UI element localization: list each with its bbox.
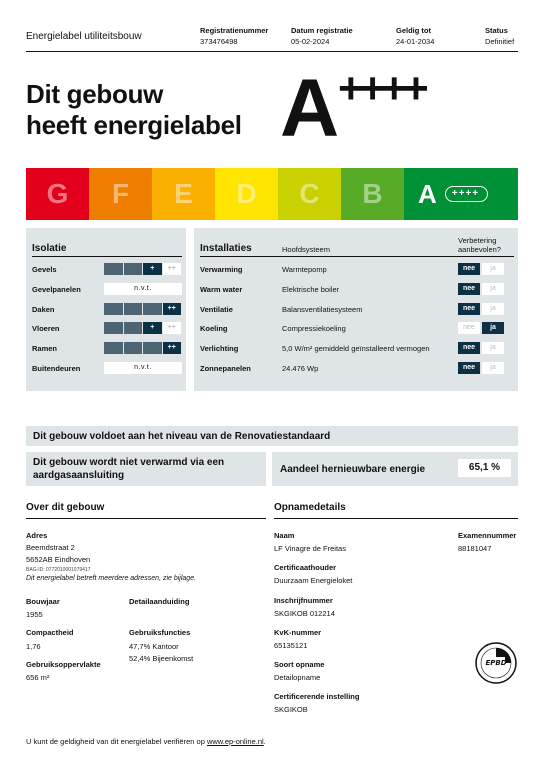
hero-heading: Dit gebouw heeft energielabel <box>26 79 242 140</box>
advice-toggle: nee ja <box>458 283 506 295</box>
svg-text:EPBD: EPBD <box>485 659 507 667</box>
rating-bar-gevels: + ++ <box>104 263 182 275</box>
inschr-value: SKGIKOB 012214 <box>274 609 335 618</box>
rating-bar-vloeren: + ++ <box>104 322 182 334</box>
advice-toggle: nee ja <box>458 263 506 275</box>
over-title: Over dit gebouw <box>26 502 105 513</box>
opp-value: 656 m² <box>26 673 50 682</box>
gas-text: Dit gebouw wordt niet verwarmd via een aardgasaansluiting <box>33 457 225 481</box>
bouwjaar-value: 1955 <box>26 610 43 619</box>
kvk-value: 65135121 <box>274 641 308 650</box>
functie-bijeenkomst: 52,4% Bijeenkomst <box>129 654 194 663</box>
epbd-seal-icon <box>474 641 518 685</box>
energy-label-letter: A <box>280 63 338 154</box>
scale-cell-a-active: A ++++ <box>404 168 518 220</box>
adres-line2: 5652AB Eindhoven <box>26 555 91 564</box>
energy-scale <box>26 168 518 220</box>
isolatie-row-label: Buitendeuren <box>32 364 81 373</box>
scale-cell-g: G <box>26 168 89 220</box>
functie-kantoor: 47,7% Kantoor <box>129 642 179 651</box>
isolatie-divider <box>32 256 182 257</box>
opname-divider <box>274 518 518 519</box>
col-hoofdsysteem: Hoofdsysteem <box>282 245 330 254</box>
exam-key: Examennummer <box>458 531 517 540</box>
isolatie-row-label: Ramen <box>32 344 58 353</box>
energy-label-plus: ++++ <box>338 64 425 113</box>
status: Status Definitief <box>485 26 515 46</box>
installatie-system: Balansventilatiesysteem <box>282 305 363 314</box>
rating-bar-daken: ++ <box>104 303 182 315</box>
inst-value: SKGIKOB <box>274 705 308 714</box>
detail-key: Detailaanduiding <box>129 597 190 606</box>
compact-value: 1,76 <box>26 642 41 651</box>
installatie-row-label: Ventilatie <box>200 305 233 314</box>
cert-value: Duurzaam Energieloket <box>274 576 353 585</box>
naam-value: LF Vinagre de Freitas <box>274 544 346 553</box>
opname-title: Opnamedetails <box>274 502 346 513</box>
soort-value: Detailopname <box>274 673 321 682</box>
over-divider <box>26 518 266 519</box>
inst-key: Certificerende instelling <box>274 692 360 701</box>
adres-key: Adres <box>26 531 48 540</box>
naam-key: Naam <box>274 531 295 540</box>
installaties-divider <box>200 256 514 257</box>
opp-key: Gebruiksoppervlakte <box>26 660 101 669</box>
renewable-value: 65,1 % <box>458 459 511 477</box>
nvt-badge: n.v.t. <box>104 283 182 295</box>
installatie-system: 5,0 W/m² gemiddeld geïnstalleerd vermogen <box>282 344 430 353</box>
installaties-title: Installaties <box>200 243 252 254</box>
scale-cell-c: C <box>278 168 341 220</box>
advice-toggle: nee ja <box>458 322 506 334</box>
bouwjaar-key: Bouwjaar <box>26 597 60 606</box>
scale-cell-b: B <box>341 168 404 220</box>
isolatie-title: Isolatie <box>32 243 67 254</box>
bag-id: BAG-ID: 0772010001079417 <box>26 567 91 573</box>
registration-date: Datum registratie 05-02-2024 <box>291 26 353 46</box>
header-divider <box>26 51 518 52</box>
installatie-row-label: Koeling <box>200 324 228 333</box>
scale-cell-d: D <box>215 168 278 220</box>
installatie-row-label: Verwarming <box>200 265 243 274</box>
installatie-system: Compressiekoeling <box>282 324 346 333</box>
renewable-label: Aandeel hernieuwbare energie <box>280 464 426 475</box>
advice-toggle: nee ja <box>458 342 506 354</box>
installatie-system: Elektrische boiler <box>282 285 340 294</box>
isolatie-row-label: Daken <box>32 305 55 314</box>
isolatie-row-label: Vloeren <box>32 324 60 333</box>
adres-line1: Beemdstraat 2 <box>26 543 75 552</box>
installatie-row-label: Verlichting <box>200 344 239 353</box>
ep-online-link[interactable]: www.ep-online.nl <box>206 737 264 746</box>
installatie-row-label: Zonnepanelen <box>200 364 251 373</box>
plus-pill: ++++ <box>445 186 488 202</box>
nvt-badge: n.v.t. <box>104 362 182 374</box>
installatie-system: Warmtepomp <box>282 265 327 274</box>
col-verbetering: Verbetering aanbevolen? <box>458 236 501 254</box>
soort-key: Soort opname <box>274 660 325 669</box>
advice-toggle: nee ja <box>458 362 506 374</box>
multi-address-note: Dit energielabel betreft meerdere adressen, zie bijlage. <box>26 575 197 582</box>
scale-cell-f: F <box>89 168 152 220</box>
cert-key: Certificaathouder <box>274 563 337 572</box>
advice-toggle: nee ja <box>458 303 506 315</box>
isolatie-row-label: Gevelpanelen <box>32 285 81 294</box>
rating-bar-ramen: ++ <box>104 342 182 354</box>
kvk-key: KvK-nummer <box>274 628 322 637</box>
exam-value: 88181047 <box>458 544 492 553</box>
installatie-row-label: Warm water <box>200 285 243 294</box>
valid-until: Geldig tot 24-01-2034 <box>396 26 435 46</box>
registration-number: Registratienummer 373476498 <box>200 26 269 46</box>
compact-key: Compactheid <box>26 628 74 637</box>
footer: U kunt de geldigheid van dit energielabel verifiëren op www.ep-online.nl. <box>26 737 266 746</box>
renovatie-text: Dit gebouw voldoet aan het niveau van de Renovatiestandaard <box>33 431 331 442</box>
isolatie-row-label: Gevels <box>32 265 57 274</box>
document-title: Energielabel utiliteitsbouw <box>26 31 142 42</box>
functies-key: Gebruiksfuncties <box>129 628 191 637</box>
inschr-key: Inschrijfnummer <box>274 596 333 605</box>
scale-cell-e: E <box>152 168 215 220</box>
installatie-system: 24.476 Wp <box>282 364 319 373</box>
